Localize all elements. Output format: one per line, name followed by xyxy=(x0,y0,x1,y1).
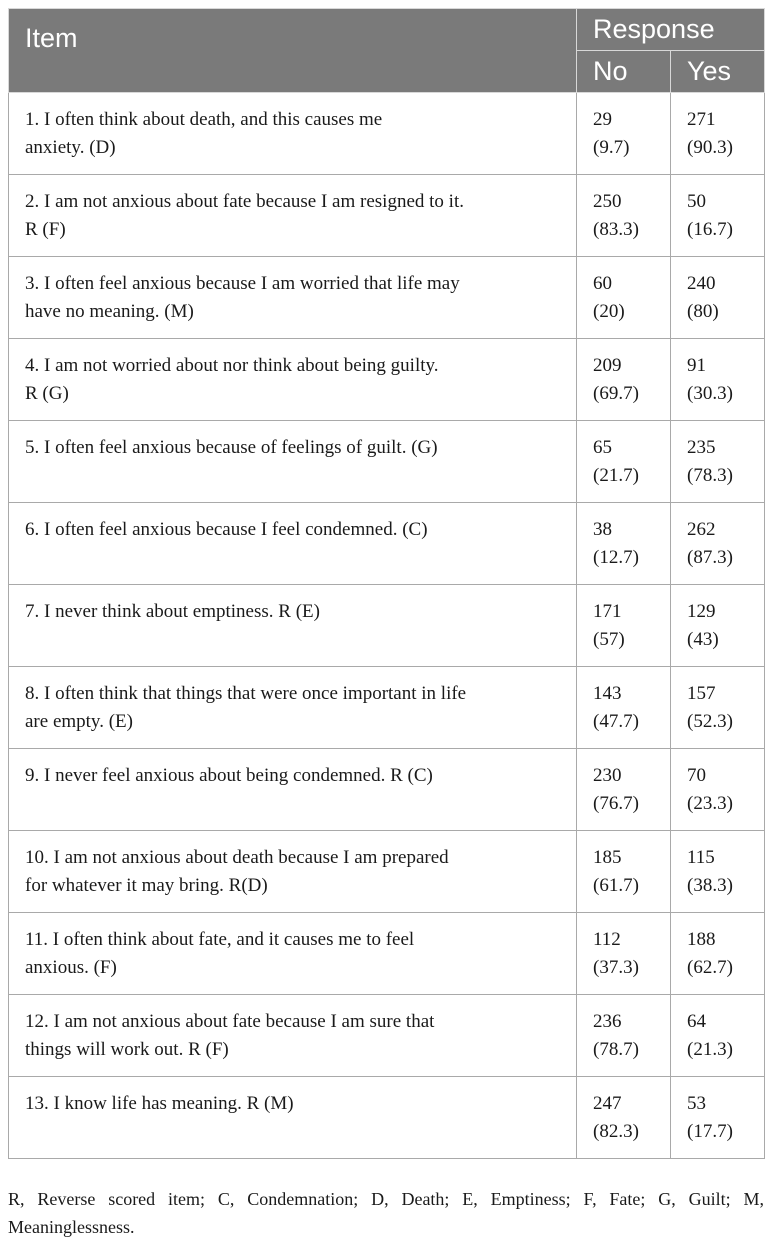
no-cell xyxy=(577,175,671,257)
item-text-line1: 10. I am not anxious about death because I am prepared xyxy=(25,847,449,868)
yes-count: 157 xyxy=(687,683,716,704)
item-cell xyxy=(9,503,577,585)
table-row xyxy=(9,831,765,913)
item-text-line2: for whatever it may bring. R(D) xyxy=(25,875,268,896)
no-percent: (83.3) xyxy=(593,219,639,240)
no-cell xyxy=(577,93,671,175)
no-cell xyxy=(577,995,671,1077)
no-count: 60 xyxy=(593,273,612,294)
item-cell xyxy=(9,913,577,995)
no-percent: (21.7) xyxy=(593,465,639,486)
item-text-line1: 3. I often feel anxious because I am worried that life may xyxy=(25,273,460,294)
yes-count: 53 xyxy=(687,1093,706,1114)
no-count: 112 xyxy=(593,929,621,950)
no-cell xyxy=(577,1077,671,1159)
no-count: 230 xyxy=(593,765,622,786)
no-cell xyxy=(577,257,671,339)
yes-cell xyxy=(671,913,765,995)
yes-count: 91 xyxy=(687,355,706,376)
yes-count: 129 xyxy=(687,601,716,622)
no-percent: (47.7) xyxy=(593,711,639,732)
yes-count: 188 xyxy=(687,929,716,950)
no-cell xyxy=(577,421,671,503)
item-text-line2: R (G) xyxy=(25,383,69,404)
item-cell xyxy=(9,749,577,831)
item-text-line2: anxiety. (D) xyxy=(25,137,116,158)
no-percent: (20) xyxy=(593,301,625,322)
response-table xyxy=(8,8,765,1159)
yes-percent: (62.7) xyxy=(687,957,733,978)
table-row xyxy=(9,667,765,749)
no-count: 143 xyxy=(593,683,622,704)
no-percent: (82.3) xyxy=(593,1121,639,1142)
item-cell xyxy=(9,585,577,667)
item-text-line1: 13. I know life has meaning. R (M) xyxy=(25,1093,294,1114)
item-text-line2: have no meaning. (M) xyxy=(25,301,194,322)
no-count: 250 xyxy=(593,191,622,212)
item-text-line1: 2. I am not anxious about fate because I am resigned to it. xyxy=(25,191,464,212)
yes-count: 70 xyxy=(687,765,706,786)
item-text-line1: 11. I often think about fate, and it causes me to feel xyxy=(25,929,415,950)
item-text-line1: 1. I often think about death, and this causes me xyxy=(25,109,383,130)
no-percent: (78.7) xyxy=(593,1039,639,1060)
yes-cell xyxy=(671,421,765,503)
item-text-line1: 4. I am not worried about nor think about being guilty. xyxy=(25,355,439,376)
no-cell xyxy=(577,585,671,667)
no-count: 209 xyxy=(593,355,622,376)
no-count: 171 xyxy=(593,601,622,622)
yes-percent: (52.3) xyxy=(687,711,733,732)
item-text-line1: 12. I am not anxious about fate because I am sure that xyxy=(25,1011,435,1032)
item-text-line1: 7. I never think about emptiness. R (E) xyxy=(25,601,320,622)
item-cell xyxy=(9,995,577,1077)
item-cell xyxy=(9,831,577,913)
header-row xyxy=(9,9,765,51)
no-percent: (12.7) xyxy=(593,547,639,568)
no-cell xyxy=(577,339,671,421)
table-row xyxy=(9,339,765,421)
yes-percent: (38.3) xyxy=(687,875,733,896)
no-cell xyxy=(577,667,671,749)
no-percent: (57) xyxy=(593,629,625,650)
table-row xyxy=(9,913,765,995)
item-cell xyxy=(9,1077,577,1159)
no-count: 247 xyxy=(593,1093,622,1114)
yes-cell xyxy=(671,667,765,749)
item-text-line1: 9. I never feel anxious about being condemned. R (C) xyxy=(25,765,433,786)
table-row xyxy=(9,503,765,585)
table-row xyxy=(9,585,765,667)
no-count: 38 xyxy=(593,519,612,540)
no-cell xyxy=(577,503,671,585)
yes-count: 115 xyxy=(687,847,715,868)
item-cell xyxy=(9,421,577,503)
yes-cell xyxy=(671,995,765,1077)
item-text-line1: 8. I often think that things that were once important in life xyxy=(25,683,467,704)
yes-percent: (30.3) xyxy=(687,383,733,404)
response-header: Response xyxy=(577,9,765,51)
table-row xyxy=(9,995,765,1077)
no-count: 29 xyxy=(593,109,612,130)
item-text-line2: are empty. (E) xyxy=(25,711,133,732)
table-row xyxy=(9,257,765,339)
yes-count: 271 xyxy=(687,109,716,130)
yes-count: 50 xyxy=(687,191,706,212)
item-text-line2: R (F) xyxy=(25,219,66,240)
yes-cell xyxy=(671,339,765,421)
item-cell xyxy=(9,257,577,339)
no-count: 236 xyxy=(593,1011,622,1032)
yes-cell xyxy=(671,1077,765,1159)
yes-cell xyxy=(671,175,765,257)
no-header: No xyxy=(577,51,671,93)
table-row xyxy=(9,1077,765,1159)
yes-header: Yes xyxy=(671,51,765,93)
yes-cell xyxy=(671,585,765,667)
table-row xyxy=(9,93,765,175)
item-header: Item xyxy=(9,9,577,93)
yes-percent: (16.7) xyxy=(687,219,733,240)
yes-count: 240 xyxy=(687,273,716,294)
no-percent: (69.7) xyxy=(593,383,639,404)
no-cell xyxy=(577,749,671,831)
table-row xyxy=(9,749,765,831)
yes-cell xyxy=(671,503,765,585)
no-percent: (61.7) xyxy=(593,875,639,896)
no-percent: (9.7) xyxy=(593,137,630,158)
yes-percent: (23.3) xyxy=(687,793,733,814)
item-cell xyxy=(9,93,577,175)
yes-cell xyxy=(671,257,765,339)
no-percent: (37.3) xyxy=(593,957,639,978)
yes-count: 262 xyxy=(687,519,716,540)
table-row xyxy=(9,421,765,503)
yes-percent: (87.3) xyxy=(687,547,733,568)
yes-cell xyxy=(671,93,765,175)
no-cell xyxy=(577,831,671,913)
no-count: 185 xyxy=(593,847,622,868)
item-cell xyxy=(9,175,577,257)
no-count: 65 xyxy=(593,437,612,458)
table-container xyxy=(8,8,764,1159)
item-cell xyxy=(9,339,577,421)
yes-percent: (90.3) xyxy=(687,137,733,158)
item-text-line2: anxious. (F) xyxy=(25,957,117,978)
item-cell xyxy=(9,667,577,749)
yes-count: 64 xyxy=(687,1011,706,1032)
yes-cell xyxy=(671,749,765,831)
item-text-line1: 5. I often feel anxious because of feelings of guilt. (G) xyxy=(25,437,438,458)
yes-percent: (17.7) xyxy=(687,1121,733,1142)
yes-count: 235 xyxy=(687,437,716,458)
yes-cell xyxy=(671,831,765,913)
item-text-line1: 6. I often feel anxious because I feel condemned. (C) xyxy=(25,519,428,540)
yes-percent: (78.3) xyxy=(687,465,733,486)
table-footnote: R, Reverse scored item; C, Condemnation; D, Death; E, Emptiness; F, Fate; G, Guilt; M, Meaninglessness. xyxy=(8,1189,764,1237)
table-body xyxy=(9,93,765,1159)
yes-percent: (43) xyxy=(687,629,719,650)
no-percent: (76.7) xyxy=(593,793,639,814)
yes-percent: (21.3) xyxy=(687,1039,733,1060)
table-row xyxy=(9,175,765,257)
no-cell xyxy=(577,913,671,995)
item-text-line2: things will work out. R (F) xyxy=(25,1039,229,1060)
yes-percent: (80) xyxy=(687,301,719,322)
